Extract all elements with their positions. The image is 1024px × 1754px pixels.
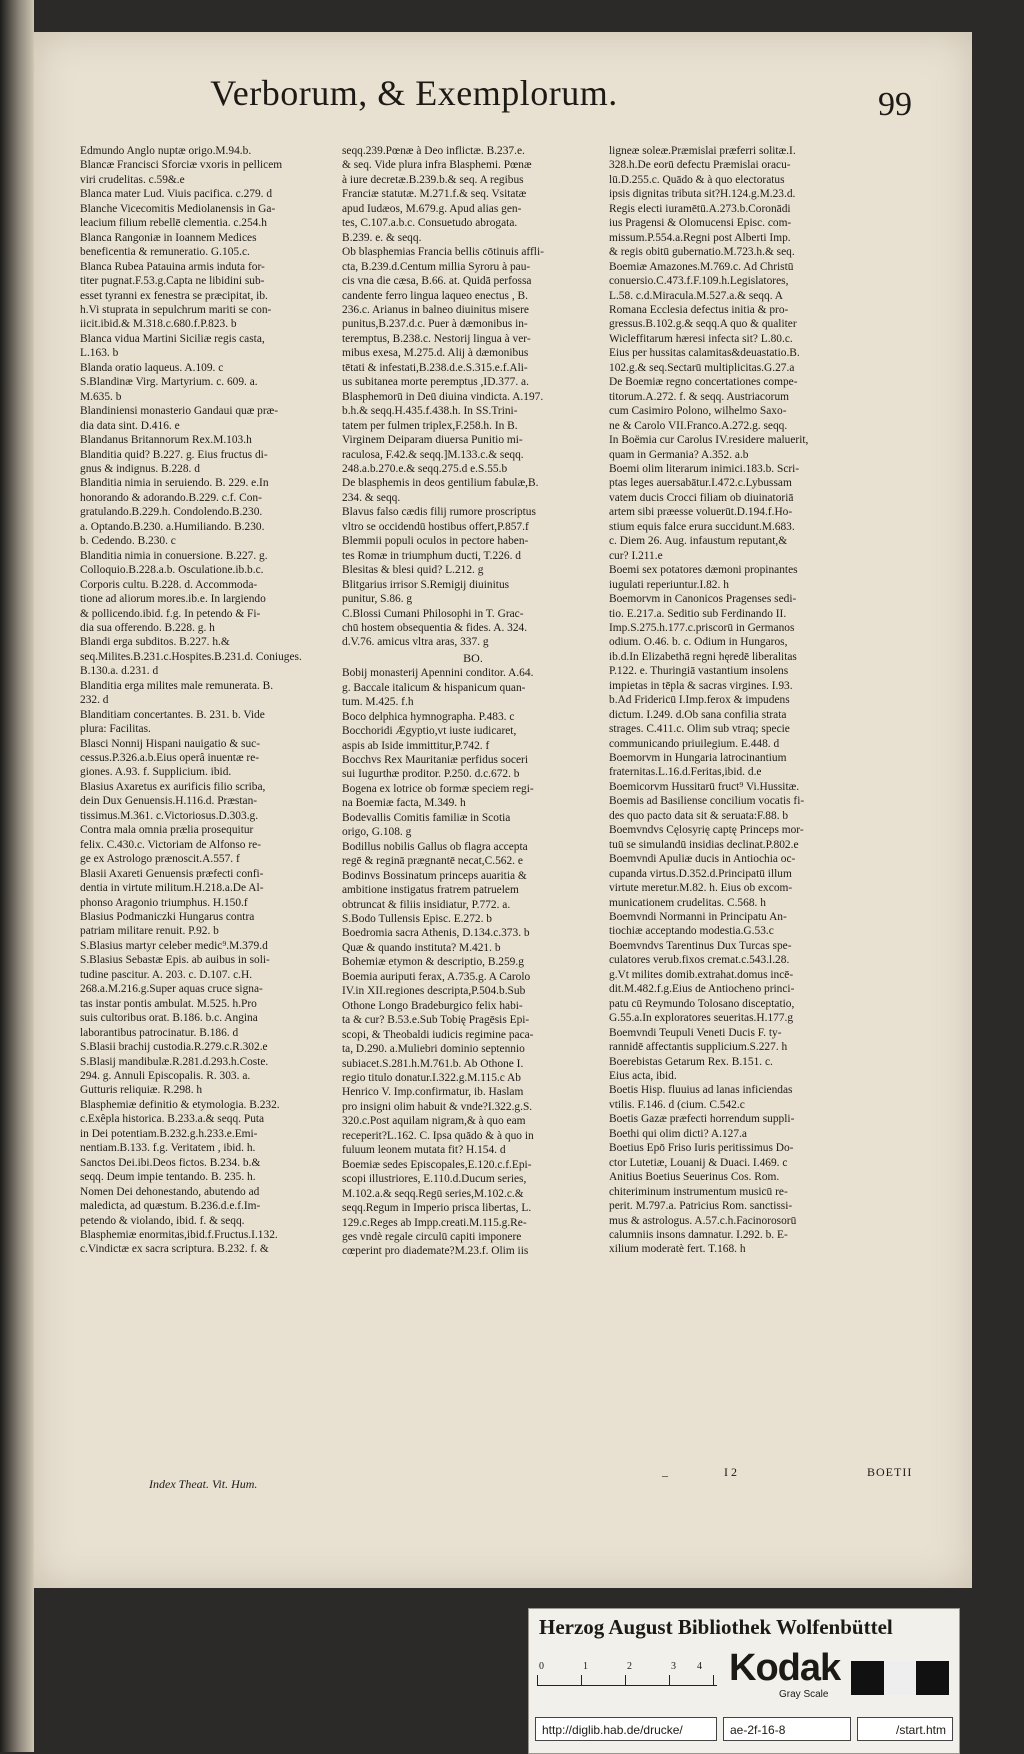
- index-line: Blandanus Britannorum Rex.M.103.h: [80, 434, 252, 447]
- index-line: h.Vi stuprata in sepulchrum mariti se con-: [80, 303, 272, 316]
- index-line: Blanditiam concertantes. B. 231. b. Vide: [80, 708, 265, 721]
- index-line: & pollicendo.ibid. f.g. In petendo & Fi-: [80, 607, 261, 620]
- index-line: Bodinvs Bossinatum princeps auaritia &: [342, 869, 527, 882]
- index-line: S.Bodo Tullensis Episc. E.272. b: [342, 913, 493, 926]
- index-line: Sanctos Dei.ibi.Deos fictos. B.234. b.&: [80, 1156, 261, 1169]
- index-line: Bocchoridi Ægyptio,vt iuste iudicaret,: [342, 725, 517, 738]
- index-line: L.58. c.d.Miracula.M.527.a.& seqq. A: [609, 289, 783, 302]
- index-line: culatores verub.fixos cremat.c.543.l.28.: [609, 954, 790, 967]
- index-line: Franciæ statutæ. M.271.f.& seq. Vsitatæ: [342, 188, 527, 201]
- index-line: Boemi sex potatores dæmoni propinantes: [609, 564, 798, 577]
- index-line: Blandiniensi monasterio Gandaui quæ præ-: [80, 405, 279, 418]
- index-line: patu cū Reymundo Tolosano disceptatio,: [609, 997, 795, 1010]
- index-line: Blasci Nonnij Hispani nauigatio & suc-: [80, 737, 261, 750]
- index-line: Anitius Boetius Seuerinus Cos. Rom.: [609, 1171, 780, 1184]
- index-line: in Dei potentiam.B.232.g.h.233.e.Emi-: [80, 1127, 258, 1140]
- index-line: tum. M.425. f.h: [342, 696, 414, 709]
- index-line: Henrico V. Imp.confirmatur, ib. Haslam: [342, 1086, 524, 1099]
- index-line: des quo pacto data sit & seruata:F.88. b: [609, 809, 789, 822]
- index-line: b.Ad Fridericū I.Imp.ferox & impudens: [609, 694, 790, 707]
- index-column-middle: [342, 144, 604, 1484]
- index-line: Wicleffitarum hæresi infecta sit? L.80.c.: [609, 332, 793, 345]
- index-line: seqq. Deum impie tentando. B. 235. h.: [80, 1171, 256, 1184]
- index-line: Regis electi iuramētū.A.273.b.Coronādi: [609, 202, 791, 215]
- index-line: Blasius Podmaniczki Hungarus contra: [80, 911, 255, 924]
- index-line: Boemia auriputi ferax, A.735.g. A Carolo: [342, 970, 531, 983]
- index-line: 268.a.M.216.g.Super aquas cruce signa-: [80, 983, 263, 996]
- index-line: calumniis insons damnatur. I.292. b. E-: [609, 1228, 788, 1241]
- index-line: Blanditia nimia in seruiendo. B. 229. e.In: [80, 477, 269, 490]
- index-line: maledicta, ad quæstum. B.236.d.e.f.Im-: [80, 1200, 261, 1213]
- index-line: us subitanea morte peremptus ,ID.377. a.: [342, 376, 529, 389]
- index-line: Blanditia nimia in conuersione. B.227. g.: [80, 549, 268, 562]
- index-line: plura: Facilitas.: [80, 723, 151, 736]
- index-line: subiacet.S.281.h.M.761.b. Ab Othone I.: [342, 1057, 524, 1070]
- index-line: obtruncat & filiis insidiatur, P.772. a.: [342, 898, 511, 911]
- index-line: gnus & indignus. B.228. d: [80, 462, 200, 475]
- index-line: laborantibus patrocinatur. B.186. d: [80, 1026, 239, 1039]
- index-line: Boetius Epō Friso Iuris peritissimus Do-: [609, 1142, 794, 1155]
- index-line: Boedromia sacra Athenis, D.134.c.373. b: [342, 927, 530, 940]
- index-line: patriam militare renuit. P.92. b: [80, 925, 219, 938]
- kodak-logo: Kodak: [729, 1647, 841, 1689]
- index-line: Bodevallis Comitis familiæ in Scotia: [342, 811, 511, 824]
- catchword: BOETII: [867, 1465, 913, 1479]
- index-line: ib.d.In Elizabethā regni hęredē liberalitas: [609, 650, 797, 663]
- index-column-left: [80, 144, 338, 1484]
- index-line: tētati & infestati,B.238.d.e.S.315.e.f.Ali-: [342, 361, 528, 374]
- index-line: Boemis ad Basiliense concilium vocatis fi-: [609, 795, 805, 808]
- index-line: b. Cedendo. B.230. c: [80, 535, 176, 548]
- index-line: tatem per fulmen triplex,F.258.h. In B.: [342, 419, 518, 432]
- library-name: Herzog August Bibliothek Wolfenbüttel: [539, 1615, 893, 1639]
- ruler-tick: [713, 1675, 714, 1685]
- footer-dash: –: [662, 1468, 668, 1482]
- ruler-tick: [581, 1675, 582, 1685]
- index-line: Boemiæ sedes Episcopales,E.120.c.f.Epi-: [342, 1158, 532, 1171]
- index-line: Boemvndi Apuliæ ducis in Antiochia oc-: [609, 853, 796, 866]
- footer-title: Index Theat. Vit. Hum.: [149, 1477, 258, 1491]
- index-line: Boemvndvs Cęlosyrię captę Princeps mor-: [609, 824, 804, 837]
- index-line: Ob blasphemias Francia bellis cōtinuis affli-: [342, 246, 544, 259]
- index-line: ius Pragensi & Olomucensi Episc. com-: [609, 217, 792, 230]
- index-line: petendo & violando, ibid. f. & seqq.: [80, 1214, 245, 1227]
- index-line: P.122. e. Thuringiā vastantium insolens: [609, 665, 789, 678]
- index-line: 234. & seqq.: [342, 491, 401, 504]
- index-line: Boerebistas Getarum Rex. B.151. c.: [609, 1055, 773, 1068]
- index-line: Eius acta, ibid.: [609, 1070, 677, 1082]
- index-line: Boemvndi Teupuli Veneti Ducis F. ty-: [609, 1026, 782, 1039]
- index-line: perit. M.797.a. Patricius Rom. sanctissi-: [609, 1200, 793, 1213]
- index-line: nentiam.B.133. f.g. Veritatem , ibid. h.: [80, 1142, 256, 1155]
- index-line: rannidē affectantis supplicium.S.227. h: [609, 1041, 788, 1054]
- index-line: chiteriminum instrumentum musicū re-: [609, 1185, 788, 1198]
- index-line: & regis obitū gubernatio.M.723.h.& seq.: [609, 246, 795, 259]
- index-line: teremptus, B.238.c. Nestorij lingua à ver-: [342, 332, 531, 345]
- index-line: scopi, & Theobaldi iudicis regimine paca-: [342, 1028, 534, 1041]
- book-binding-edge: [0, 0, 34, 1752]
- index-line: receperit?L.162. C. Ipsa quādo & à quo in: [342, 1129, 534, 1142]
- index-line: stium equis falce erura succidunt.M.683.: [609, 520, 795, 533]
- page-title: Verborum, & Exemplorum.: [210, 73, 618, 113]
- index-line: tas instar pontis ambulat. M.525. h.Pro: [80, 997, 257, 1010]
- index-line: lū.D.255.c. Quādo & à quo electoratus: [609, 173, 785, 186]
- index-line: dit.M.482.f.g.Eius de Antiocheno princi-: [609, 983, 795, 996]
- index-line: ne & Carolo VII.Franco.A.272.g. seqq.: [609, 419, 788, 432]
- index-line: Blavus falso cædis filij rumore proscriptus: [342, 506, 536, 519]
- ruler-label: 3: [671, 1661, 676, 1672]
- index-line: Blasius Axaretus ex aurificis filio scriba,: [80, 780, 266, 793]
- index-line: 232. d: [80, 694, 109, 707]
- index-line: G.55.a.In exploratores seueritas.H.177.g: [609, 1012, 794, 1025]
- index-line: Boethi qui olim dicti? A.127.a: [609, 1127, 747, 1140]
- index-line: S.Blandinæ Virg. Martyrium. c. 609. a.: [80, 376, 258, 389]
- index-line: tes, C.107.a.b.c. Consuetudo abrogata.: [342, 217, 518, 230]
- index-line: ge ex Astrologo prænoscit.A.557. f: [80, 853, 240, 866]
- index-line: De Boemiæ regno concertationes compe-: [609, 376, 798, 389]
- index-line: 236.c. Arianus in balneo diuinitus misere: [342, 303, 529, 316]
- index-line: Blasii Axareti Genuensis præfecti confi-: [80, 867, 264, 880]
- index-line: M.635. b: [80, 390, 122, 403]
- index-line: IV.in XII.regiones descripta,P.504.b.Sub: [342, 985, 526, 998]
- book-page: [34, 32, 972, 1588]
- index-line: Boemvndvs Tarentinus Dux Turcas spe-: [609, 939, 792, 952]
- index-line: De blasphemis in deos gentilium fabulæ,B.: [342, 477, 539, 490]
- index-line: In Boëmia cur Carolus IV.residere maluerit,: [609, 434, 809, 447]
- index-line: dia sua offerendo. B.228. g. h: [80, 621, 215, 634]
- index-line: cis vna die cæsa, B.66. at. Quidā perfossa: [342, 275, 532, 288]
- index-line: Boemi olim literarum inimici.183.b. Scri-: [609, 462, 800, 475]
- index-line: pro insigni olim habuit & vnde?I.322.g.S.: [342, 1100, 533, 1113]
- index-line: impietas in tēpla & sacras virgines. I.93.: [609, 679, 793, 692]
- index-line: Boetis Hisp. fluuius ad lanas inficiendas: [609, 1084, 793, 1097]
- index-line: 102.g.& seq.Sectarū multiplicitas.G.27.a: [609, 361, 795, 374]
- index-line: mibus exesa, M.275.d. Alij à dæmonibus: [342, 347, 529, 360]
- index-line: ambitione instigatus fratrem patruelem: [342, 884, 519, 897]
- index-line: c. Diem 26. Aug. infaustum reputant,&: [609, 535, 788, 548]
- index-line: na Boemiæ facta, M.349. h: [342, 797, 466, 810]
- index-line: esset tyranni ex fenestra se præcipitat, ib.: [80, 289, 268, 302]
- index-line: Blasphemiæ enormitas,ibid.f.Fructus.I.132.: [80, 1228, 278, 1241]
- index-line: dictum. I.249. d.Ob sana confilia strata: [609, 708, 787, 721]
- index-line: mus & astrologus. A.57.c.h.Facinorosorū: [609, 1214, 797, 1227]
- index-line: regio titulo donatur.I.322.g.M.115.c Ab: [342, 1072, 521, 1084]
- index-line: Imp.S.275.h.177.c.priscorū in Germanos: [609, 621, 795, 634]
- index-line: Othone Longo Bradeburgico felix habi-: [342, 999, 523, 1012]
- index-line: b.h.& seqq.H.435.f.438.h. In SS.Trini-: [342, 405, 518, 418]
- index-line: C.Blossi Cumani Philosophi in T. Grac-: [342, 607, 524, 620]
- index-line: S.Blasius Sebastæ Epis. ab auibus in soli-: [80, 954, 270, 967]
- index-line: scopi illustriores, E.110.d.Ducum series,: [342, 1173, 527, 1186]
- index-line: tes Romæ in triumphum ducti, T.226. d: [342, 549, 521, 562]
- index-line: tuū se simulandū insidias declinat.P.802.e: [609, 838, 799, 851]
- index-line: Virginem Deiparam diuersa Punitio mi-: [342, 434, 523, 447]
- index-line: c.Exêpla historica. B.233.a.& seqq. Puta: [80, 1113, 265, 1126]
- index-line: g. Baccale italicum & hispanicum quan-: [342, 681, 526, 694]
- index-line: B.239. e. & seqq.: [342, 231, 422, 244]
- index-line: vltro se occidendū hostibus offert,P.857.f: [342, 520, 529, 533]
- page-number: 99: [878, 86, 912, 123]
- index-line: Bocchvs Rex Mauritaniæ perfidus soceri: [342, 754, 529, 767]
- gray-scale-label: Gray Scale: [779, 1689, 829, 1700]
- index-line: quam in Germania? A.352. a.b: [609, 448, 749, 461]
- index-line: Corporis cultu. B.228. d. Accommoda-: [80, 578, 258, 591]
- ruler-label: 1: [583, 1661, 588, 1672]
- index-line: 328.h.De eorū defectu Præmislai oracu-: [609, 159, 791, 172]
- index-line: aspis ab Iside immittitur,P.742. f: [342, 739, 490, 752]
- index-line: ta, D.290. a.Muliebri dominio septennio: [342, 1043, 525, 1056]
- index-line: giones. A.93. f. Supplicium. ibid.: [80, 766, 232, 779]
- signature-mark: I 2: [724, 1465, 737, 1479]
- index-line: odium. O.46. b. c. Odium in Hungaros,: [609, 636, 788, 649]
- index-line: tissimus.M.361. c.Victoriosus.D.303.g.: [80, 809, 259, 822]
- index-line: Blasphemorū in Deū diuina vindicta. A.197.: [342, 390, 544, 403]
- index-line: vatem ducis Crocci filiam ob diuinatoriā: [609, 491, 794, 504]
- library-stamp: [528, 1608, 960, 1754]
- index-line: apud Iudæos, M.679.g. Apud alias gen-: [342, 202, 522, 215]
- index-line: punitus,B.237.d.c. Puer à dæmonibus in-: [342, 318, 528, 331]
- index-line: dentia in virtute militum.H.218.a.De Al-: [80, 882, 264, 895]
- index-line: fraternitas.L.16.d.Feritas,ibid. d.e: [609, 766, 762, 779]
- index-line: c.Vindictæ ex sacra scriptura. B.232. f. &: [80, 1243, 269, 1256]
- index-line: 129.c.Reges ab Impp.creati.M.115.g.Re-: [342, 1216, 527, 1229]
- index-line: titer pugnat.F.53.g.Capta ne libidini sub-: [80, 275, 265, 288]
- index-line: sui Iugurthæ proditor. P.250. d.c.672. b: [342, 768, 520, 781]
- shelfmark-label: ae-2f-16-8: [723, 1717, 851, 1741]
- index-line: Blanditia erga milites male remunerata. B.: [80, 679, 274, 692]
- index-line: Boemvndi Normanni in Principatu An-: [609, 911, 787, 924]
- index-line: municationem crudelitas. C.568. h: [609, 896, 766, 909]
- index-line: tione ad aliorum mores.ib.e. In largiendo: [80, 593, 266, 606]
- index-line: chū hostem obsequentia & fides. A. 324.: [342, 621, 528, 634]
- index-line: gratulando.B.229.h. Condolendo.B.230.: [80, 506, 263, 519]
- index-line: fuluum leonem mutata fit? H.154. d: [342, 1144, 506, 1157]
- index-line: ligneæ soleæ.Præmislai præferri solitæ.I.: [609, 145, 796, 157]
- index-line: g.Vt milites domib.extrahat.domus incē-: [609, 968, 794, 981]
- index-line: Boemiæ Amazones.M.769.c. Ad Christū: [609, 260, 794, 273]
- index-line: origo, G.108. g: [342, 826, 412, 839]
- ruler-label: 0: [539, 1661, 544, 1672]
- index-line: gressus.B.102.g.& seqq.A quo & qualiter: [609, 318, 797, 331]
- index-line: Boemorvm in Hungaria latrocinantium: [609, 752, 787, 765]
- index-line: B.130.a. d.231. d: [80, 665, 159, 678]
- index-line: Eius per hussitas calamitas&deuastatio.B.: [609, 347, 800, 360]
- index-line: Blanca Rangoniæ in Ioannem Medices: [80, 231, 257, 244]
- index-line: ctor Lutetiæ, Louanij & Duaci. I.469. c: [609, 1156, 788, 1169]
- index-line: ptas leges auersabātur.I.472.c.Lybussam: [609, 477, 792, 490]
- ruler-tick: [669, 1675, 670, 1685]
- index-line: tiochiæ acceptando modestia.G.53.c: [609, 925, 774, 938]
- index-line: a. Optando.B.230. a.Humiliando. B.230.: [80, 520, 265, 533]
- index-line: L.163. b: [80, 347, 119, 360]
- index-line: dia data sint. D.416. e: [80, 419, 180, 432]
- index-line: Edmundo Anglo nuptæ origo.M.94.b.: [80, 145, 252, 157]
- gray-scale-ruler: [537, 1655, 717, 1686]
- ruler-tick: [625, 1675, 626, 1685]
- index-line: ipsis dignitas tributa sit?H.124.g.M.23.d.: [609, 188, 796, 201]
- index-line: raculosa, F.42.& seqq.]M.133.c.& seqq.: [342, 448, 524, 461]
- index-line: leacium filium rebellē clementia. c.254.h: [80, 217, 267, 230]
- index-line: suis cultoribus orat. B.186. b.c. Angina: [80, 1012, 258, 1025]
- index-line: cessus.P.326.a.b.Eius operâ inuentæ re-: [80, 752, 260, 765]
- index-line: Blitgarius irrisor S.Remigij diuinitus: [342, 578, 510, 591]
- index-line: vtilis. F.146. d (cium. C.542.c: [609, 1098, 745, 1111]
- index-line: Blesitas & blesi quid? L.212. g: [342, 564, 484, 577]
- index-line: cum Casimiro Polono, wilhelmo Saxo-: [609, 405, 787, 418]
- index-line: Blandi erga subditos. B.227. h.& seq.Milites.B.231.c.Hospites.B.231.d. Coniuges.: [80, 636, 302, 663]
- index-line: Contra mala omnia prælia prosequitur: [80, 824, 254, 837]
- index-line: seqq.Regum in Imperio prisca libertas, L.: [342, 1202, 532, 1215]
- index-line: Blanche Vicecomitis Mediolanensis in Ga-: [80, 202, 276, 215]
- index-line: S.Blasij mandibulæ.R.281.d.293.h.Coste.: [80, 1055, 269, 1068]
- url-label: http://diglib.hab.de/drucke/: [535, 1717, 717, 1741]
- index-line: Quæ & quando instituta? M.421. b: [342, 941, 501, 954]
- index-line: Romana Ecclesia defectus initia & pro-: [609, 303, 789, 316]
- index-line: Colloquio.B.228.a.b. Osculatione.ib.b.c.: [80, 564, 264, 577]
- index-line: seqq.239.Pœnæ à Deo inflictæ. B.237.e.: [342, 145, 525, 157]
- index-line: conuersio.C.473.f.F.109.h.Legislatores,: [609, 275, 789, 288]
- ruler-label: 4: [697, 1661, 702, 1672]
- index-line: Blanca Rubea Patauina armis induta for-: [80, 260, 265, 273]
- index-line: missum.P.554.a.Regni post Alberti Imp.: [609, 231, 791, 244]
- index-line: cur? I.211.e: [609, 549, 663, 562]
- index-line: xilium moderatè fert. T.168. h: [609, 1243, 746, 1256]
- index-line: felix. C.430.c. Victoriam de Alfonso re-: [80, 838, 261, 851]
- index-line: Gutturis reliquiæ. R.298. h: [80, 1084, 203, 1097]
- index-line: tudine pascitur. A. 203. c. D.107. c.H.: [80, 968, 253, 981]
- index-line: Blanca mater Lud. Viuis pacifica. c.279. d: [80, 188, 273, 201]
- index-line: strages. C.411.c. Olim sub vtraq; specie: [609, 723, 790, 736]
- index-line: Blanditia quid? B.227. g. Eius fructus di-: [80, 448, 268, 461]
- index-line: cœperint pro diademate?M.23.f. Olim iis: [342, 1245, 529, 1258]
- index-line: beneficentia & remuneratio. G.105.c.: [80, 246, 250, 259]
- gray-swatches: [851, 1661, 949, 1695]
- index-line: ges vndè regale circulū capiti imponere: [342, 1230, 522, 1243]
- index-line: honorando & adorando.B.229. c.f. Con-: [80, 491, 262, 504]
- index-line: viri crudelitas. c.59&.e: [80, 173, 185, 186]
- index-line: Nomen Dei dehonestando, abutendo ad: [80, 1185, 260, 1198]
- start-label: /start.htm: [857, 1717, 953, 1741]
- index-line: & seq. Vide plura infra Blasphemi. Pœnæ: [342, 159, 532, 172]
- index-line: 320.c.Post aquilam nigram,& à quo eam: [342, 1115, 526, 1128]
- index-line: cupanda virtus.D.352.d.Principatū illum: [609, 867, 792, 880]
- index-line: d.V.76. amicus vltra aras, 337. g: [342, 636, 489, 649]
- index-line: virtute meretur.M.82. h. Eius ob excom-: [609, 882, 793, 895]
- index-line: S.Blasii brachij custodia.R.279.c.R.302.e: [80, 1041, 268, 1054]
- index-line: S.Blasius martyr celeber medic⁹.M.379.d: [80, 939, 268, 952]
- index-line: Bogena ex lotrice ob formæ speciem regi-: [342, 782, 534, 795]
- index-line: Boetis Gazæ præfecti horrendum suppli-: [609, 1113, 795, 1126]
- index-line: phonso Aragonio triumphus. H.150.f: [80, 896, 248, 909]
- index-line: Blanca vidua Martini Siciliæ regis casta,: [80, 332, 265, 345]
- index-line: Bodillus nobilis Gallus ob flagra accepta: [342, 840, 528, 853]
- index-line: Blemmii populi oculos in pectore haben-: [342, 535, 529, 548]
- ruler-label: 2: [627, 1661, 632, 1672]
- index-line: communicando priuilegium. E.448. d: [609, 737, 780, 750]
- index-line: Boemorvm in Canonicos Pragenses sedi-: [609, 593, 797, 606]
- index-line: tio. E.217.a. Seditio sub Ferdinando II.: [609, 607, 787, 620]
- index-line: artem sibi præesse voluerūt.D.194.f.Ho-: [609, 506, 793, 519]
- index-line: 248.a.b.270.e.& seqq.275.d e.S.55.b: [342, 462, 508, 475]
- index-line: iugulati reperiuntur.I.82. h: [609, 578, 729, 591]
- index-line: titorum.A.272. f. & seqq. Austriacorum: [609, 390, 790, 403]
- ruler-tick: [537, 1675, 538, 1685]
- index-line: regē & reginā prægnantē necat,C.562. e: [342, 855, 523, 868]
- index-line: Boco delphica hymnographa. P.483. c: [342, 710, 515, 723]
- index-line: iicit.ibid.& M.318.c.680.f.P.823. b: [80, 318, 237, 331]
- index-line: dein Dux Genuensis.H.116.d. Præstan-: [80, 795, 258, 808]
- index-line: 294. g. Annuli Episcopalis. R. 303. a.: [80, 1070, 251, 1082]
- index-line: cta, B.239.d.Centum millia Syroru à pau-: [342, 260, 531, 273]
- index-line: M.102.a.& seqq.Regū series,M.102.c.&: [342, 1187, 524, 1200]
- index-line: Blancæ Francisci Sforciæ vxoris in pellicem: [80, 159, 283, 172]
- index-line: punitur, S.86. g: [342, 593, 413, 606]
- index-column-right: [609, 144, 939, 1484]
- index-line: Blanda oratio laqueus. A.109. c: [80, 361, 224, 374]
- index-line: ta & cur? B.53.e.Sub Tobię Pragēsis Epi-: [342, 1014, 530, 1027]
- index-line: candente ferro lingua laqueo enectus , B.: [342, 289, 528, 302]
- index-line: Bobij monasterij Apennini conditor. A.64.: [342, 667, 534, 680]
- index-line: BO.: [463, 650, 483, 665]
- index-line: à iure decretæ.B.239.b.& seq. A regibus: [342, 173, 524, 186]
- index-line: Blasphemiæ definitio & etymologia. B.232.: [80, 1098, 280, 1111]
- index-line: Bohemiæ etymon & descriptio, B.259.g: [342, 956, 524, 969]
- index-line: Boemicorvm Hussitarū fruct⁹ Vi.Hussitæ.: [609, 780, 800, 793]
